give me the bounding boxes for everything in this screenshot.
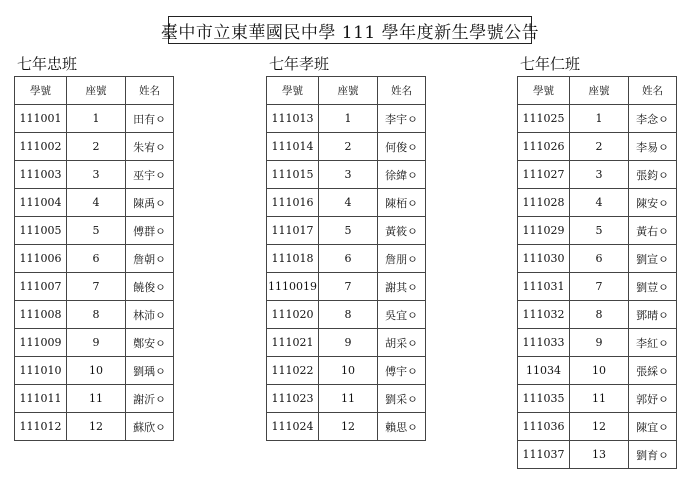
student-id-cell: 111028 [518, 189, 570, 217]
student-name-cell: 胡采ㅇ [378, 329, 426, 357]
student-name-cell: 吳宜ㅇ [378, 301, 426, 329]
student-name-cell: 劉育ㅇ [629, 441, 677, 469]
seat-number-cell: 2 [319, 133, 378, 161]
student-id-cell: 111013 [267, 105, 319, 133]
table-row [267, 189, 426, 217]
student-id-cell: 111020 [267, 301, 319, 329]
student-id-cell: 111010 [15, 357, 67, 385]
student-name-cell: 巫宇ㅇ [126, 161, 174, 189]
seat-number-cell: 5 [319, 217, 378, 245]
table-row [518, 133, 677, 161]
student-id-cell: 111025 [518, 105, 570, 133]
student-id-cell: 111022 [267, 357, 319, 385]
student-name-cell: 賴思ㅇ [378, 413, 426, 441]
student-name-cell: 徐緯ㅇ [378, 161, 426, 189]
class-title-zhong: 七年忠班 [17, 55, 78, 73]
roster-table-zhong [14, 76, 174, 441]
seat-number-cell: 9 [67, 329, 126, 357]
seat-number-cell: 6 [319, 245, 378, 273]
student-name-cell: 陳禹ㅇ [126, 189, 174, 217]
student-id-cell: 111021 [267, 329, 319, 357]
seat-number-cell: 1 [319, 105, 378, 133]
table-row [267, 413, 426, 441]
roster-table-xiao [266, 76, 426, 441]
seat-number-cell: 1 [570, 105, 629, 133]
table-row [267, 161, 426, 189]
seat-number-cell: 11 [319, 385, 378, 413]
student-id-cell: 111026 [518, 133, 570, 161]
student-name-cell: 鄧晴ㅇ [629, 301, 677, 329]
table-row [518, 441, 677, 469]
seat-number-cell: 6 [570, 245, 629, 273]
student-id-cell: 111023 [267, 385, 319, 413]
student-name-cell: 蘇欣ㅇ [126, 413, 174, 441]
student-id-cell: 111011 [15, 385, 67, 413]
table-row [267, 133, 426, 161]
seat-number-cell: 1 [67, 105, 126, 133]
student-name-cell: 田有ㅇ [126, 105, 174, 133]
student-id-cell: 111009 [15, 329, 67, 357]
table-row [267, 245, 426, 273]
table-header-row [518, 77, 677, 105]
student-name-cell: 劉宣ㅇ [629, 245, 677, 273]
table-row [15, 189, 174, 217]
student-name-cell: 詹朝ㅇ [126, 245, 174, 273]
column-header-name: 姓名 [126, 77, 174, 105]
column-header-seat: 座號 [67, 77, 126, 105]
column-header-seat: 座號 [319, 77, 378, 105]
seat-number-cell: 2 [570, 133, 629, 161]
seat-number-cell: 10 [570, 357, 629, 385]
student-id-cell: 111015 [267, 161, 319, 189]
seat-number-cell: 12 [67, 413, 126, 441]
seat-number-cell: 12 [570, 413, 629, 441]
table-row [518, 189, 677, 217]
student-id-cell: 111014 [267, 133, 319, 161]
seat-number-cell: 8 [319, 301, 378, 329]
student-id-cell: 111002 [15, 133, 67, 161]
student-id-cell: 111003 [15, 161, 67, 189]
table-row [518, 413, 677, 441]
student-name-cell: 李易ㅇ [629, 133, 677, 161]
student-id-cell: 111016 [267, 189, 319, 217]
table-row [267, 105, 426, 133]
student-name-cell: 何俊ㅇ [378, 133, 426, 161]
table-row [267, 357, 426, 385]
student-name-cell: 饒俊ㅇ [126, 273, 174, 301]
student-name-cell: 黃右ㅇ [629, 217, 677, 245]
seat-number-cell: 12 [319, 413, 378, 441]
student-name-cell: 傅群ㅇ [126, 217, 174, 245]
table-row [518, 217, 677, 245]
student-name-cell: 陳安ㅇ [629, 189, 677, 217]
table-row [15, 357, 174, 385]
student-name-cell: 劉荳ㅇ [629, 273, 677, 301]
seat-number-cell: 8 [67, 301, 126, 329]
table-header-row [15, 77, 174, 105]
student-name-cell: 林沛ㅇ [126, 301, 174, 329]
student-name-cell: 劉瑀ㅇ [126, 357, 174, 385]
seat-number-cell: 7 [67, 273, 126, 301]
student-id-cell: 1110019 [267, 273, 319, 301]
student-id-cell: 111018 [267, 245, 319, 273]
student-id-cell: 111029 [518, 217, 570, 245]
seat-number-cell: 9 [319, 329, 378, 357]
student-id-cell: 111008 [15, 301, 67, 329]
seat-number-cell: 11 [67, 385, 126, 413]
seat-number-cell: 7 [319, 273, 378, 301]
student-name-cell: 陳栢ㅇ [378, 189, 426, 217]
table-row [15, 105, 174, 133]
student-id-cell: 111024 [267, 413, 319, 441]
student-id-cell: 111006 [15, 245, 67, 273]
seat-number-cell: 5 [570, 217, 629, 245]
table-row [15, 161, 174, 189]
seat-number-cell: 3 [570, 161, 629, 189]
seat-number-cell: 3 [67, 161, 126, 189]
student-name-cell: 黃筱ㅇ [378, 217, 426, 245]
student-name-cell: 李念ㅇ [629, 105, 677, 133]
table-row [267, 329, 426, 357]
student-name-cell: 詹朋ㅇ [378, 245, 426, 273]
student-name-cell: 鄭安ㅇ [126, 329, 174, 357]
seat-number-cell: 7 [570, 273, 629, 301]
table-row [267, 217, 426, 245]
student-id-cell: 111012 [15, 413, 67, 441]
table-row [15, 413, 174, 441]
table-row [518, 161, 677, 189]
roster-table-ren [517, 76, 677, 469]
table-header-row [267, 77, 426, 105]
student-name-cell: 謝其ㅇ [378, 273, 426, 301]
student-id-cell: 111032 [518, 301, 570, 329]
column-header-name: 姓名 [629, 77, 677, 105]
seat-number-cell: 5 [67, 217, 126, 245]
seat-number-cell: 9 [570, 329, 629, 357]
seat-number-cell: 11 [570, 385, 629, 413]
student-name-cell: 張鈞ㅇ [629, 161, 677, 189]
student-name-cell: 李宇ㅇ [378, 105, 426, 133]
table-row [518, 105, 677, 133]
student-id-cell: 111031 [518, 273, 570, 301]
table-row [267, 385, 426, 413]
table-row [518, 357, 677, 385]
seat-number-cell: 2 [67, 133, 126, 161]
table-row [267, 273, 426, 301]
class-title-ren: 七年仁班 [520, 55, 581, 73]
seat-number-cell: 8 [570, 301, 629, 329]
student-name-cell: 劉采ㅇ [378, 385, 426, 413]
column-header-name: 姓名 [378, 77, 426, 105]
student-name-cell: 郭妤ㅇ [629, 385, 677, 413]
student-id-cell: 111037 [518, 441, 570, 469]
column-header-id: 學號 [518, 77, 570, 105]
column-header-id: 學號 [267, 77, 319, 105]
table-row [518, 273, 677, 301]
student-id-cell: 11034 [518, 357, 570, 385]
table-row [518, 385, 677, 413]
table-row [267, 301, 426, 329]
student-id-cell: 111033 [518, 329, 570, 357]
student-name-cell: 朱宥ㅇ [126, 133, 174, 161]
seat-number-cell: 4 [319, 189, 378, 217]
student-name-cell: 陳宜ㅇ [629, 413, 677, 441]
student-id-cell: 111035 [518, 385, 570, 413]
table-row [15, 385, 174, 413]
seat-number-cell: 4 [570, 189, 629, 217]
student-id-cell: 111007 [15, 273, 67, 301]
table-row [518, 301, 677, 329]
table-row [15, 217, 174, 245]
student-id-cell: 111017 [267, 217, 319, 245]
student-id-cell: 111005 [15, 217, 67, 245]
table-row [518, 329, 677, 357]
table-row [15, 273, 174, 301]
page-title: 臺中市立東華國民中學 111 學年度新生學號公告 [168, 16, 532, 44]
seat-number-cell: 6 [67, 245, 126, 273]
seat-number-cell: 4 [67, 189, 126, 217]
student-id-cell: 111001 [15, 105, 67, 133]
table-row [15, 133, 174, 161]
student-id-cell: 111004 [15, 189, 67, 217]
table-row [518, 245, 677, 273]
table-row [15, 329, 174, 357]
student-id-cell: 111027 [518, 161, 570, 189]
student-name-cell: 李紅ㅇ [629, 329, 677, 357]
student-name-cell: 謝沂ㅇ [126, 385, 174, 413]
student-name-cell: 傅宇ㅇ [378, 357, 426, 385]
student-id-cell: 111036 [518, 413, 570, 441]
student-id-cell: 111030 [518, 245, 570, 273]
seat-number-cell: 3 [319, 161, 378, 189]
seat-number-cell: 13 [570, 441, 629, 469]
column-header-id: 學號 [15, 77, 67, 105]
table-row [15, 245, 174, 273]
column-header-seat: 座號 [570, 77, 629, 105]
seat-number-cell: 10 [67, 357, 126, 385]
seat-number-cell: 10 [319, 357, 378, 385]
table-row [15, 301, 174, 329]
class-title-xiao: 七年孝班 [269, 55, 330, 73]
student-name-cell: 張綵ㅇ [629, 357, 677, 385]
